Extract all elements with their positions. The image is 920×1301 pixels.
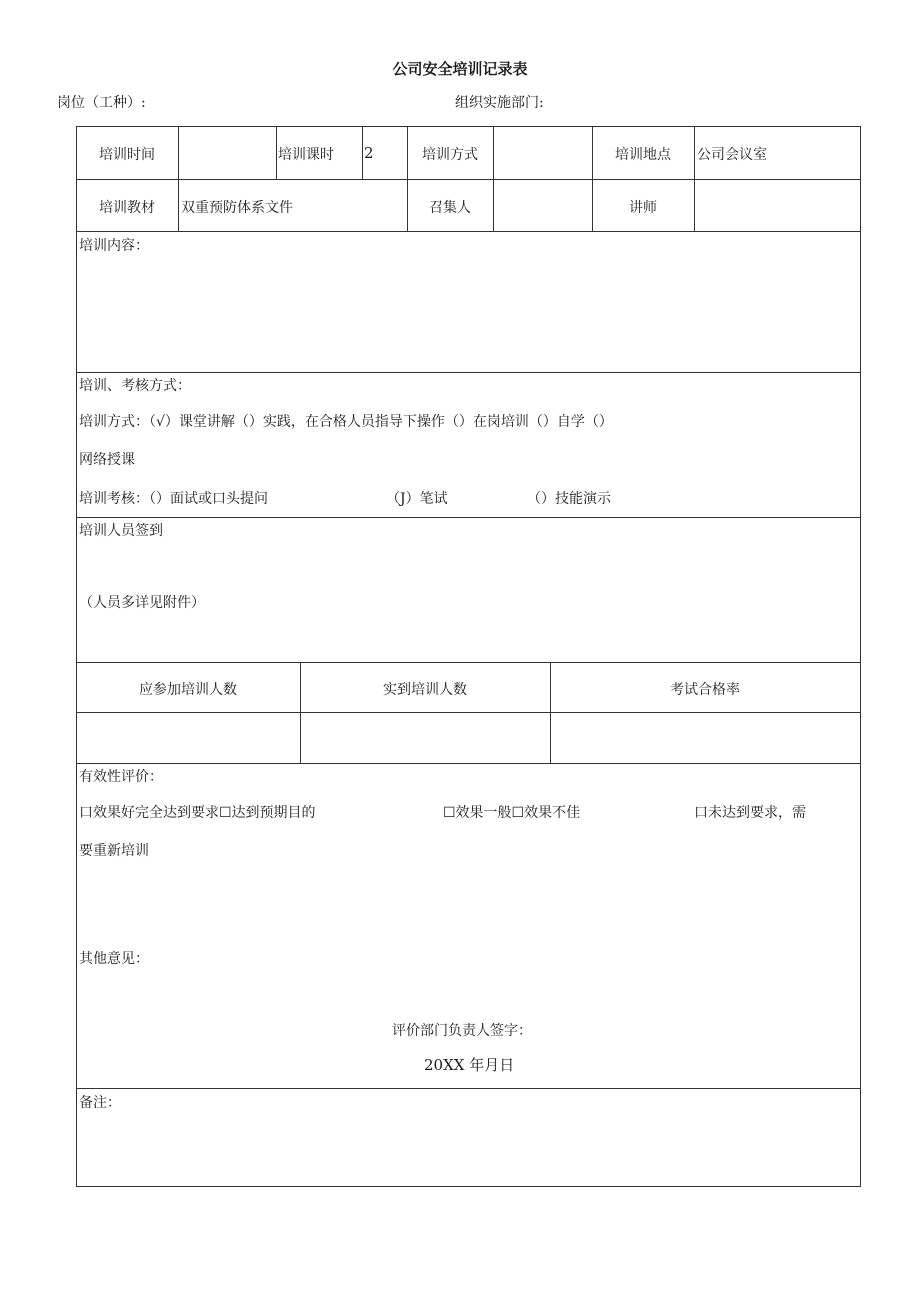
exam-skill-option: （）技能演示 <box>527 491 611 507</box>
signature-label: 评价部门负责人签字： <box>392 1023 532 1039</box>
training-method-options: 培训方式：（√）课堂讲解（）实践，在合格人员指导下操作（）在岗培训（）自学（） <box>79 414 613 430</box>
row-divider <box>76 517 861 518</box>
pass-rate-label: 考试合格率 <box>670 682 740 698</box>
exam-written-option: （J）笔试 <box>386 491 448 507</box>
table-border-top <box>76 126 861 127</box>
training-location-label: 培训地点 <box>615 147 671 163</box>
training-content-label: 培训内容： <box>79 238 149 254</box>
evaluation-date: 20XX 年月日 <box>424 1056 515 1074</box>
training-hours-value[interactable]: 2 <box>364 144 374 162</box>
column-divider <box>362 126 363 179</box>
evaluation-option-average: ☐效果一般☐效果不佳 <box>443 805 581 821</box>
row-divider <box>76 372 861 373</box>
column-divider <box>493 179 494 231</box>
evaluation-option-failed-cont: 要重新培训 <box>79 843 149 859</box>
row-divider <box>76 662 861 663</box>
column-divider <box>300 662 301 763</box>
column-divider <box>694 179 695 231</box>
table-border-left <box>76 126 77 1187</box>
row-divider <box>76 179 861 180</box>
column-divider <box>276 126 277 179</box>
actual-attendees-label: 实到培训人数 <box>383 682 467 698</box>
convener-label: 召集人 <box>429 200 471 216</box>
column-divider <box>550 662 551 763</box>
position-label: 岗位（工种）: <box>57 95 146 111</box>
table-border-right <box>860 126 861 1187</box>
column-divider <box>694 126 695 179</box>
row-divider <box>76 231 861 232</box>
training-method-label: 培训方式 <box>422 147 478 163</box>
training-material-value[interactable]: 双重预防体系文件 <box>181 200 293 216</box>
exam-label: 培训考核：（）面试或口头提问 <box>79 491 268 507</box>
signin-note: （人员多详见附件） <box>79 595 205 611</box>
row-divider <box>76 712 861 713</box>
department-label: 组织实施部门: <box>455 95 544 111</box>
training-location-value[interactable]: 公司会议室 <box>697 147 767 163</box>
training-time-label: 培训时间 <box>99 147 155 163</box>
evaluation-option-good: 口效果好完全达到要求☐达到预期目的 <box>79 805 316 821</box>
row-divider <box>76 763 861 764</box>
column-divider <box>493 126 494 179</box>
row-divider <box>76 1088 861 1089</box>
table-border-bottom <box>76 1186 861 1187</box>
lecturer-label: 讲师 <box>629 200 657 216</box>
remarks-label: 备注： <box>79 1095 121 1111</box>
evaluation-label: 有效性评价： <box>79 769 163 785</box>
column-divider <box>178 179 179 231</box>
signin-label: 培训人员签到 <box>79 523 163 539</box>
training-method-options-cont: 网络授课 <box>79 452 135 468</box>
evaluation-option-failed: 口未达到要求，需 <box>694 805 806 821</box>
training-material-label: 培训教材 <box>99 200 155 216</box>
assessment-label: 培训、考核方式： <box>79 378 191 394</box>
page-title: 公司安全培训记录表 <box>392 60 528 78</box>
column-divider <box>178 126 179 179</box>
training-hours-label: 培训课时 <box>278 147 334 163</box>
other-opinions-label: 其他意见： <box>79 951 149 967</box>
expected-attendees-label: 应参加培训人数 <box>139 682 237 698</box>
